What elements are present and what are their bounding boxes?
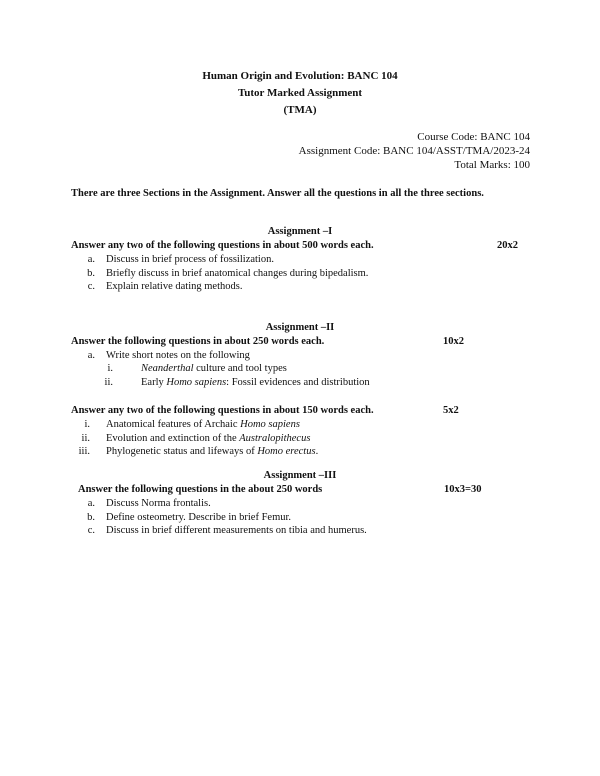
list-item-marker: a. [87,254,95,265]
document-title: Human Origin and Evolution: BANC 104 [202,70,398,82]
sub-item-rest: : Fossil evidences and distribution [226,377,370,388]
section-2-marks-2: 5x2 [443,405,459,416]
list-item-marker: b. [87,268,95,279]
list-item: Discuss Norma frontalis. [106,498,211,509]
course-code: Course Code: BANC 104 [417,131,530,143]
list-item-pre: Evolution and extinction of the [106,433,240,444]
section-2-marks: 10x2 [443,336,464,347]
section-3-marks: 10x3=30 [444,484,482,495]
list-item: Explain relative dating methods. [106,281,243,292]
list-item-pre: Anatomical features of Archaic [106,419,241,430]
section-1-instruction: Answer any two of the following questions in about 500 words each. [71,240,374,251]
document-abbr: (TMA) [283,104,317,116]
list-item-marker: a. [87,498,95,509]
list-item-italic: Homo sapiens [240,419,300,430]
list-item-marker: b. [87,512,95,523]
sub-item-marker: i. [107,363,113,374]
sub-item [141,363,287,374]
list-item-rest: . [315,446,319,457]
list-item-italic: Australopithecus [239,433,311,444]
sub-item-rest: culture and tool types [193,363,287,374]
list-item: Discuss in brief different measurements on tibia and humerus. [106,525,367,536]
list-item: Define osteometry. Describe in brief Femur. [106,512,292,523]
list-item-marker: iii. [78,446,90,457]
sub-item-italic: Neanderthal [141,363,194,374]
list-item-marker: c. [87,281,95,292]
intro-text: There are three Sections in the Assignment. Answer all the questions in all the three sections. [71,188,484,199]
section-1-marks: 20x2 [497,240,518,251]
list-item [106,433,310,444]
section-2-instruction-2: Answer any two of the following questions in about 150 words each. [71,405,374,416]
assignment-code: Assignment Code: BANC 104/ASST/TMA/2023-24 [298,145,530,157]
section-2-title: Assignment –II [265,322,335,333]
total-marks: Total Marks: 100 [454,159,530,171]
sub-item [141,377,370,388]
sub-item-pre: Early [141,377,167,388]
list-item-marker: c. [87,525,95,536]
list-item [106,419,300,430]
list-item-marker: ii. [81,433,90,444]
sub-item-marker: ii. [104,377,113,388]
list-item-italic: Homo erectus [257,446,316,457]
document-subtitle: Tutor Marked Assignment [237,87,363,99]
sub-item-italic: Homo sapiens [166,377,227,388]
list-item-marker: i. [84,419,90,430]
list-item-pre: Phylogenetic status and lifeways of [106,446,258,457]
list-item: Write short notes on the following [106,350,250,361]
section-1-title: Assignment –I [267,226,333,237]
list-item: Discuss in brief process of fossilization. [106,254,274,265]
section-3-instruction: Answer the following questions in the about 250 words [78,484,323,495]
list-item [106,446,318,457]
section-2-instruction: Answer the following questions in about 250 words each. [71,336,325,347]
list-item-marker: a. [87,350,95,361]
list-item: Briefly discuss in brief anatomical changes during bipedalism. [106,268,369,279]
section-3-title: Assignment –III [263,470,337,481]
